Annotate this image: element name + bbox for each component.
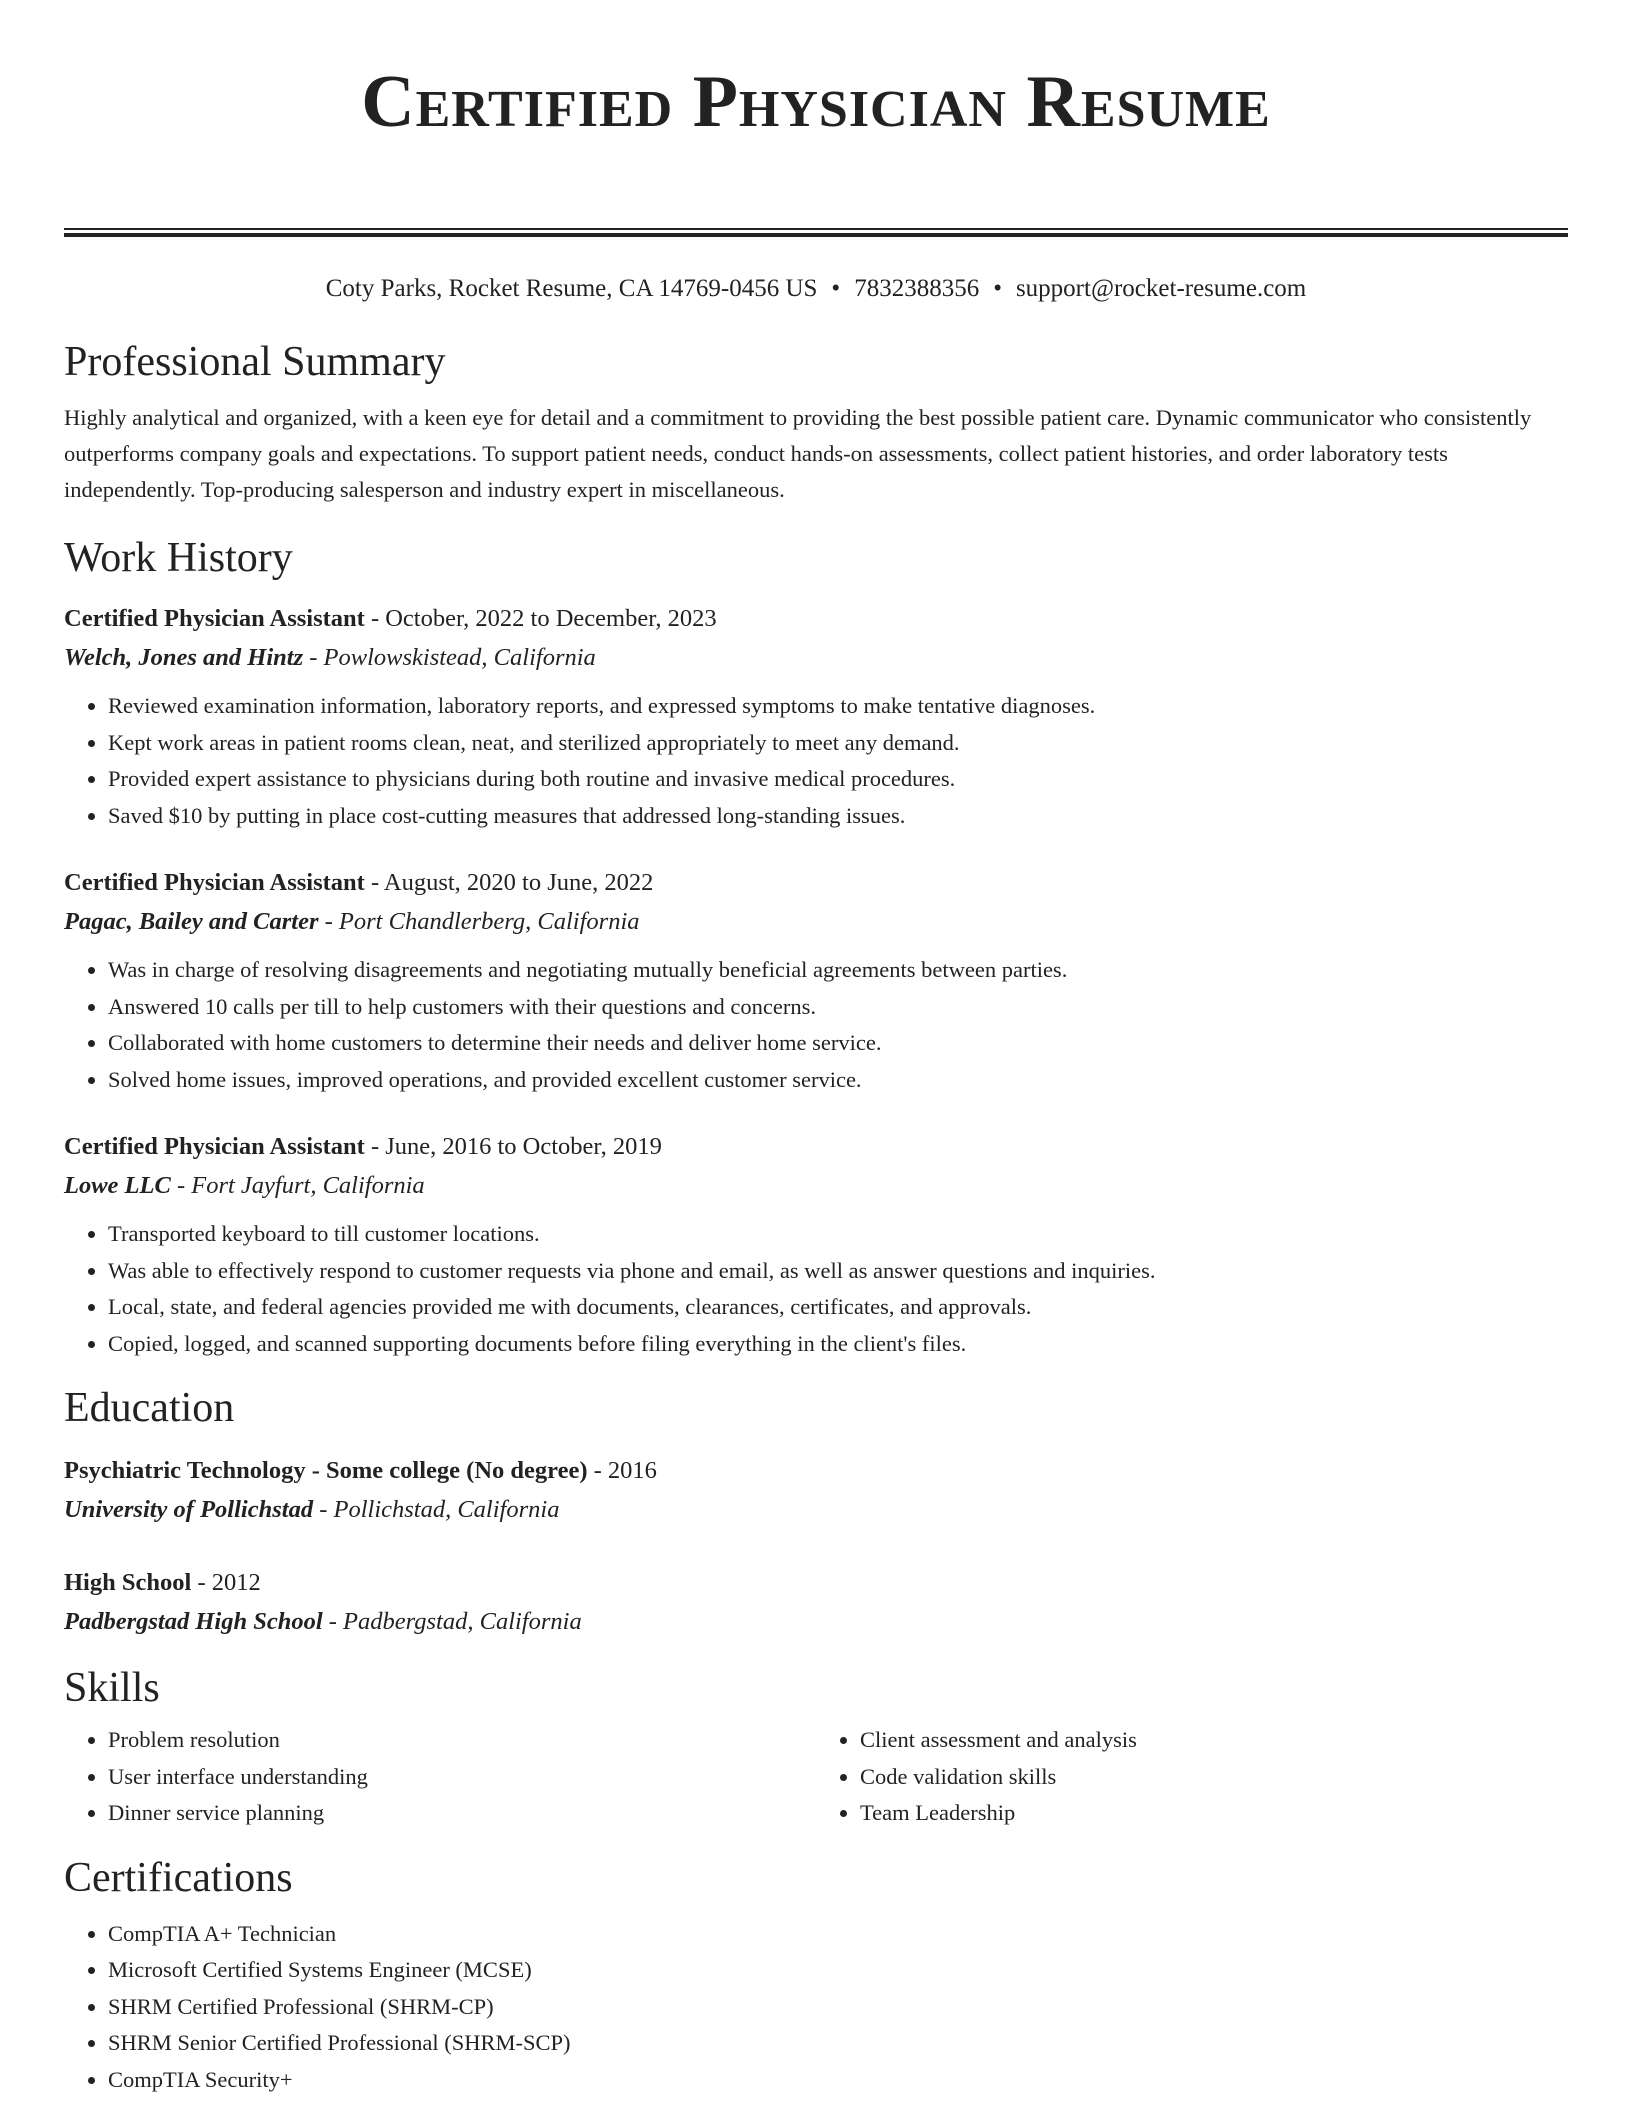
title-double-rule — [64, 228, 1568, 237]
education-school: University of Pollichstad — [64, 1496, 314, 1523]
skills-list-right — [816, 1722, 1568, 1832]
job-entry — [64, 1128, 1568, 1362]
certifications-list — [64, 1916, 1568, 2099]
job-bullets — [64, 688, 1568, 834]
education-school: Padbergstad High School — [64, 1608, 323, 1635]
job-company: Lowe LLC — [64, 1172, 171, 1199]
job-company-line — [64, 638, 1568, 678]
list-item: • Copied, logged, and scanned supporting documents before filing everything in the client's files. — [108, 1326, 1568, 1363]
list-item: • Dinner service planning — [108, 1795, 816, 1832]
education-degree: High School — [64, 1569, 192, 1596]
education-year: - 2016 — [587, 1457, 657, 1484]
list-item: • CompTIA Security+ — [108, 2062, 1568, 2099]
job-company-line — [64, 1166, 1568, 1206]
list-item: • Kept work areas in patient rooms clean, neat, and sterilized appropriately to meet any demand. — [108, 725, 1568, 762]
job-dates: - June, 2016 to October, 2019 — [364, 1133, 662, 1160]
list-item: • Was in charge of resolving disagreements and negotiating mutually beneficial agreements between parties. — [108, 952, 1568, 989]
work-history-section — [64, 532, 1568, 1362]
list-item: • Collaborated with home customers to determine their needs and deliver home service. — [108, 1025, 1568, 1062]
list-item: • Was able to effectively respond to customer requests via phone and email, as well as answer questions and inquiries. — [108, 1253, 1568, 1290]
skills-section — [64, 1662, 1568, 1832]
job-company: Pagac, Bailey and Carter — [64, 908, 319, 935]
education-degree-line — [64, 1452, 1568, 1490]
job-dates: - October, 2022 to December, 2023 — [364, 605, 717, 632]
education-location: - Padbergstad, California — [322, 1608, 582, 1635]
job-bullets — [64, 1216, 1568, 1362]
list-item: • Saved $10 by putting in place cost-cutting measures that addressed long-standing issues. — [108, 798, 1568, 835]
summary-heading: Professional Summary — [64, 339, 446, 385]
summary-section — [64, 336, 1568, 508]
contact-line — [64, 272, 1568, 306]
contact-separator: • — [831, 275, 841, 302]
job-title-line — [64, 600, 1568, 638]
resume-title: Certified Physician Resume — [361, 61, 1271, 143]
list-item: • Provided expert assistance to physicians during both routine and invasive medical procedures. — [108, 761, 1568, 798]
list-item: • Team Leadership — [860, 1795, 1568, 1832]
education-year: - 2012 — [191, 1569, 261, 1596]
list-item: • Local, state, and federal agencies provided me with documents, clearances, certificates, and approvals. — [108, 1289, 1568, 1326]
education-heading: Education — [64, 1385, 235, 1431]
education-section — [64, 1382, 1568, 1642]
contact-separator: • — [993, 275, 1002, 302]
education-degree: Psychiatric Technology - Some college (No degree) — [64, 1457, 588, 1484]
contact-address: Coty Parks, Rocket Resume, CA 14769-0456 US — [325, 275, 818, 302]
job-location: - Port Chandlerberg, California — [318, 908, 640, 935]
list-item: • Transported keyboard to till customer locations. — [108, 1216, 1568, 1253]
job-location: - Fort Jayfurt, California — [170, 1172, 425, 1199]
skills-grid — [64, 1722, 1568, 1832]
work-history-heading: Work History — [64, 535, 293, 581]
education-entry — [64, 1452, 1568, 1530]
job-location: - Powlowskistead, California — [303, 644, 596, 671]
education-school-line — [64, 1490, 1568, 1530]
list-item: • SHRM Certified Professional (SHRM-CP) — [108, 1989, 1568, 2026]
skills-heading: Skills — [64, 1665, 160, 1711]
list-item: • Reviewed examination information, laboratory reports, and expressed symptoms to make tentative diagnoses. — [108, 688, 1568, 725]
education-degree-line — [64, 1564, 1568, 1602]
list-item: • Microsoft Certified Systems Engineer (MCSE) — [108, 1952, 1568, 1989]
education-entry — [64, 1564, 1568, 1642]
job-title-line — [64, 1128, 1568, 1166]
job-bullets — [64, 952, 1568, 1098]
list-item: • Code validation skills — [860, 1759, 1568, 1796]
education-location: - Pollichstad, California — [313, 1496, 560, 1523]
certifications-section — [64, 1852, 1568, 2099]
job-title-line — [64, 864, 1568, 902]
list-item: • SHRM Senior Certified Professional (SHRM-SCP) — [108, 2025, 1568, 2062]
job-dates: - August, 2020 to June, 2022 — [364, 869, 654, 896]
job-role: Certified Physician Assistant — [64, 605, 365, 632]
job-role: Certified Physician Assistant — [64, 1133, 365, 1160]
skills-list-left — [64, 1722, 816, 1832]
job-entry — [64, 864, 1568, 1098]
job-entry — [64, 600, 1568, 834]
job-company: Welch, Jones and Hintz — [64, 644, 304, 671]
list-item: • Problem resolution — [108, 1722, 816, 1759]
contact-phone: 7832388356 — [854, 275, 980, 302]
education-school-line — [64, 1602, 1568, 1642]
list-item: • Solved home issues, improved operations, and provided excellent customer service. — [108, 1062, 1568, 1099]
list-item: • Client assessment and analysis — [860, 1722, 1568, 1759]
list-item: • User interface understanding — [108, 1759, 816, 1796]
list-item: • CompTIA A+ Technician — [108, 1916, 1568, 1953]
summary-text: Highly analytical and organized, with a keen eye for detail and a commitment to providing the best possible patient care. Dynamic communicator who consistently outperforms company goals and expectations. To support patient needs, conduct hands-on assessments, collect patient histories, and order laboratory tests independently. Top-producing salesperson and industry expert in miscellaneous. — [64, 405, 1532, 502]
job-company-line — [64, 902, 1568, 942]
job-role: Certified Physician Assistant — [64, 869, 365, 896]
list-item: • Answered 10 calls per till to help customers with their questions and concerns. — [108, 989, 1568, 1026]
contact-email: support@rocket-resume.com — [1015, 275, 1307, 302]
certifications-heading: Certifications — [64, 1854, 293, 1901]
